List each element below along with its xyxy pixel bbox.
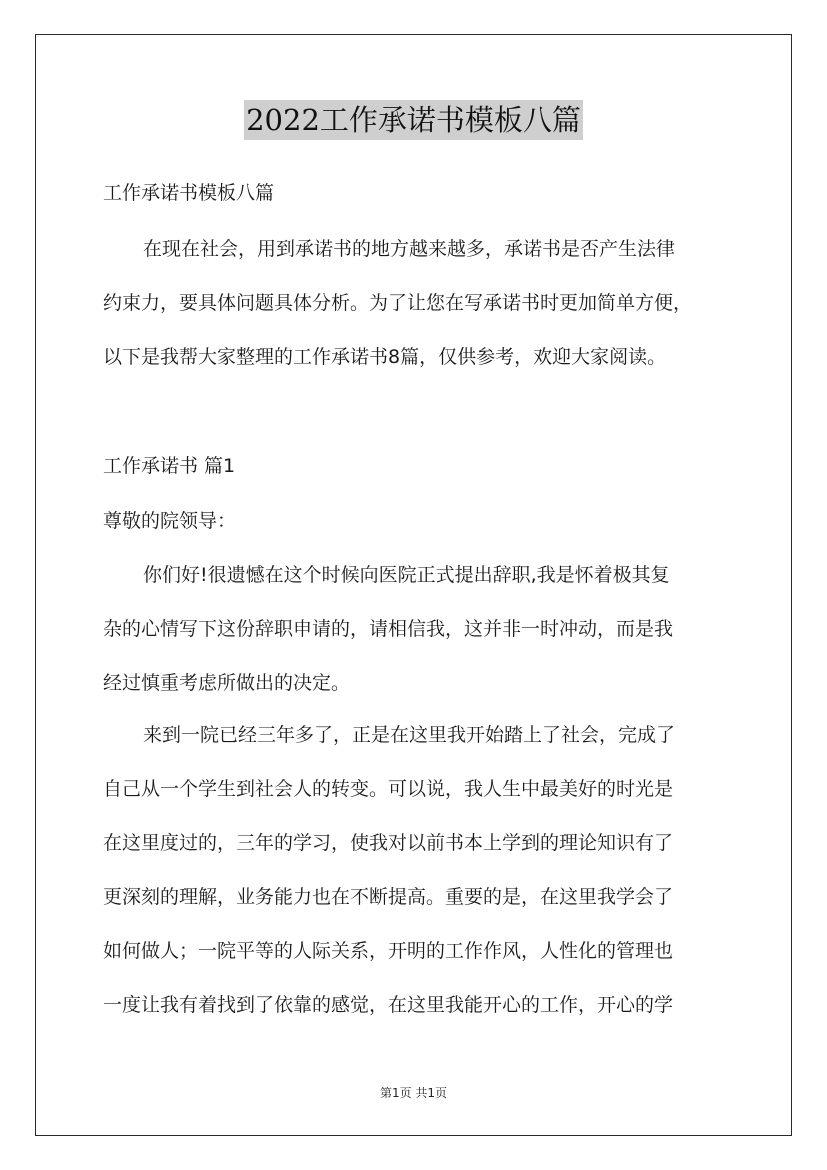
para2-line-2: 自己从一个学生到社会人的转变。可以说，我人生中最美好的时光是 [103, 778, 674, 800]
para1-line-2: 杂的心情写下这份辞职申请的，请相信我，这并非一时冲动，而是我 [103, 618, 674, 640]
intro-line-2: 约束力，要具体问题具体分析。为了让您在写承诺书时更加简单方便， [103, 292, 693, 314]
document-title: 2022工作承诺书模板八篇 [244, 100, 583, 140]
para1-line-3: 经过慎重考虑所做出的决定。 [103, 672, 351, 694]
section-heading: 工作承诺书 篇1 [103, 455, 236, 477]
para1-line-1: 你们好!很遗憾在这个时候向医院正式提出辞职,我是怀着极其复 [143, 564, 670, 586]
title-wrap [0, 100, 827, 140]
para2-line-5: 如何做人；一院平等的人际关系，开明的工作作风，人性化的管理也 [103, 940, 674, 962]
para2-line-1: 来到一院已经三年多了，正是在这里我开始踏上了社会，完成了 [143, 724, 676, 746]
intro-line-1: 在现在社会，用到承诺书的地方越来越多，承诺书是否产生法律 [143, 238, 676, 260]
para2-line-4: 更深刻的理解，业务能力也在不断提高。重要的是，在这里我学会了 [103, 886, 674, 908]
salutation: 尊敬的院领导： [103, 510, 237, 532]
para2-line-3: 在这里度过的，三年的学习，使我对以前书本上学到的理论知识有了 [103, 832, 674, 854]
intro-line-3: 以下是我帮大家整理的工作承诺书8篇，仅供参考，欢迎大家阅读。 [103, 346, 667, 368]
subtitle: 工作承诺书模板八篇 [103, 182, 275, 204]
page-footer: 第1页 共1页 [379, 1086, 448, 1100]
para2-line-6: 一度让我有着找到了依靠的感觉，在这里我能开心的工作，开心的学 [103, 994, 674, 1016]
